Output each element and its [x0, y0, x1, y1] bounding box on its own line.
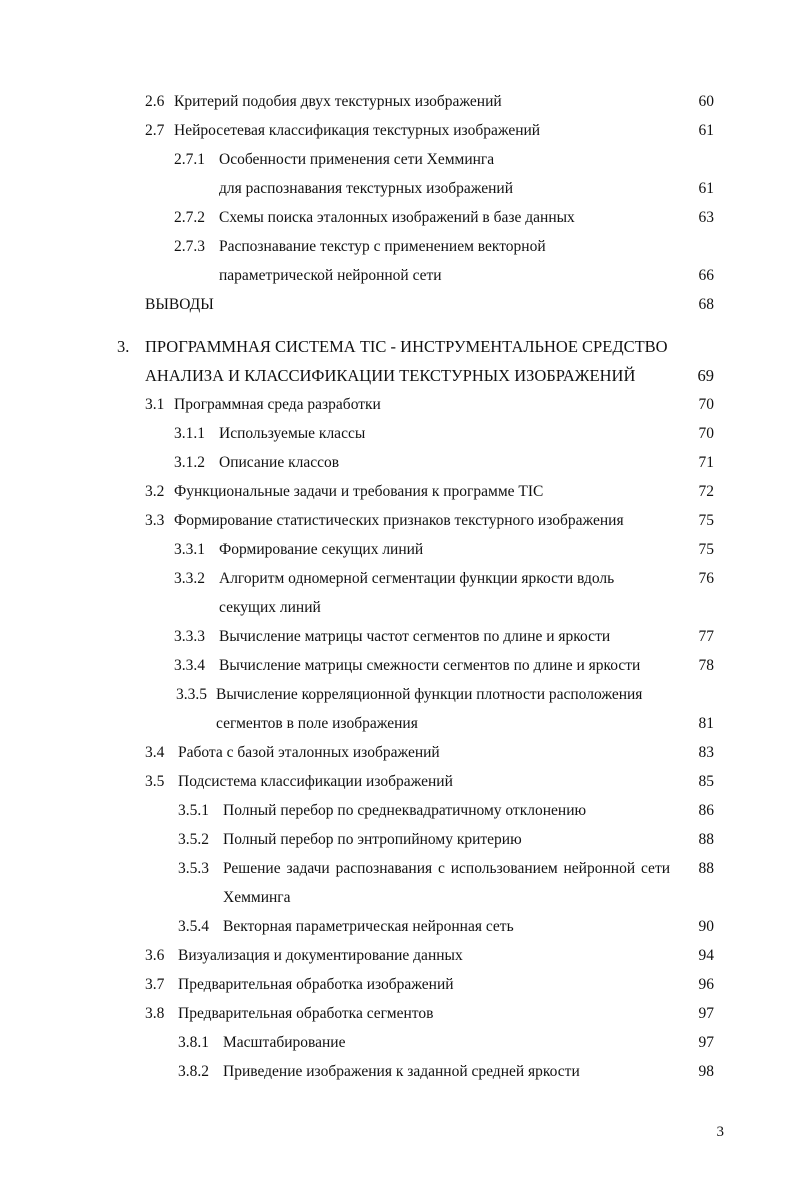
toc-title: АНАЛИЗА И КЛАССИФИКАЦИИ ТЕКСТУРНЫХ ИЗОБРАЖЕНИЙ	[145, 366, 636, 385]
toc-page: 78	[698, 657, 714, 674]
toc-page: 77	[698, 628, 714, 645]
toc-number: 3.3	[145, 512, 165, 529]
toc-page: 85	[698, 773, 714, 790]
toc-title: секущих линий	[219, 599, 321, 616]
toc-page: 96	[698, 976, 714, 993]
toc-page: 66	[698, 267, 714, 284]
toc-number: 3.4	[145, 744, 165, 761]
toc-page: 81	[698, 715, 714, 732]
toc-number: 3.3.2	[174, 570, 205, 587]
toc-number: 3.3.3	[174, 628, 205, 645]
toc-number: 3.8.1	[178, 1034, 209, 1051]
toc-page: 90	[698, 918, 714, 935]
toc-page: 88	[698, 860, 714, 877]
toc-title: Предварительная обработка сегментов	[178, 1005, 434, 1022]
toc-title: сегментов в поле изображения	[216, 715, 418, 732]
toc-title: Алгоритм одномерной сегментации функции яркости вдоль	[219, 570, 615, 587]
toc-page: 76	[698, 570, 714, 587]
toc-title: Полный перебор по среднеквадратичному отклонению	[223, 802, 587, 819]
toc-number: 2.6	[145, 93, 165, 110]
toc-number: 2.7.3	[174, 238, 205, 255]
toc-title: Решение задачи распознавания с использованием нейронной сети	[223, 860, 671, 877]
toc-title: Функциональные задачи и требования к программе TIC	[174, 483, 544, 500]
toc-title: Критерий подобия двух текстурных изображений	[174, 93, 502, 110]
toc-title: Используемые классы	[219, 425, 366, 442]
toc-number: 3.5.2	[178, 831, 209, 848]
toc-title: Работа с базой эталонных изображений	[178, 744, 440, 761]
toc-page: 94	[698, 947, 714, 964]
toc-number: 3.5.4	[178, 918, 209, 935]
toc-number: 3.8	[145, 1005, 165, 1022]
toc-title: Приведение изображения к заданной средней яркости	[223, 1063, 580, 1080]
toc-title: Особенности применения сети Хемминга	[219, 151, 495, 168]
toc-title: Нейросетевая классификация текстурных изображений	[174, 122, 541, 139]
toc-page: 75	[698, 541, 714, 558]
toc-page: 97	[698, 1005, 714, 1022]
toc-page: 68	[698, 296, 714, 313]
toc-title: Визуализация и документирование данных	[178, 947, 463, 964]
toc-page: 60	[698, 93, 714, 110]
toc-title: ПРОГРАММНАЯ СИСТЕМА TIC - ИНСТРУМЕНТАЛЬНОЕ СРЕДСТВО	[145, 337, 668, 356]
toc-page: 98	[698, 1063, 714, 1080]
toc-title: Масштабирование	[223, 1034, 346, 1051]
toc-title: Подсистема классификации изображений	[178, 773, 453, 790]
toc-title: Распознавание текстур с применением векторной	[219, 238, 546, 255]
toc-number: 3.3.1	[174, 541, 205, 558]
toc-page: 97	[698, 1034, 714, 1051]
toc-number: 3.2	[145, 483, 165, 500]
toc-number: 3.3.5	[176, 686, 207, 703]
toc-title: Вычисление матрицы частот сегментов по длине и яркости	[219, 628, 611, 645]
toc-number: 3.1.1	[174, 425, 205, 442]
toc-title: Программная среда разработки	[174, 396, 381, 413]
toc-page: 61	[698, 122, 714, 139]
toc-number: 3.5.1	[178, 802, 209, 819]
toc-title: Схемы поиска эталонных изображений в базе данных	[219, 209, 575, 226]
toc-title: Хемминга	[223, 889, 291, 906]
toc-page: 61	[698, 180, 714, 197]
toc-title: Полный перебор по энтропийному критерию	[223, 831, 522, 848]
toc-page: 69	[697, 366, 714, 385]
toc-number: 3.6	[145, 947, 165, 964]
toc-page: 75	[698, 512, 714, 529]
toc-number: 2.7	[145, 122, 165, 139]
toc-title: Формирование статистических признаков текстурного изображения	[174, 512, 624, 529]
toc-page: 70	[698, 396, 714, 413]
toc-number: 3.5	[145, 773, 165, 790]
toc-title: параметрической нейронной сети	[219, 267, 442, 284]
toc-number: 3.5.3	[178, 860, 209, 877]
toc-page: 71	[698, 454, 714, 471]
toc-title: Описание классов	[219, 454, 340, 471]
toc-number: 3.3.4	[174, 657, 205, 674]
toc-number: 3.	[117, 337, 130, 356]
toc-number: 3.1.2	[174, 454, 205, 471]
toc-title: для распознавания текстурных изображений	[219, 180, 514, 197]
toc-page: 70	[698, 425, 714, 442]
toc-page: 88	[698, 831, 714, 848]
toc-page: 86	[698, 802, 714, 819]
page-number: 3	[716, 1124, 724, 1140]
toc-number: 2.7.1	[174, 151, 205, 168]
toc-title: Вычисление корреляционной функции плотности расположения	[216, 686, 643, 703]
toc-page: 63	[698, 209, 714, 226]
toc-number: 3.1	[145, 396, 165, 413]
toc-page: 72	[698, 483, 714, 500]
toc-title: Векторная параметрическая нейронная сеть	[223, 918, 514, 935]
toc-title: Формирование секущих линий	[219, 541, 424, 558]
toc-number: 3.8.2	[178, 1063, 209, 1080]
toc-page: 83	[698, 744, 714, 761]
toc-number: 3.7	[145, 976, 165, 993]
toc-title: ВЫВОДЫ	[145, 296, 214, 313]
toc-number: 2.7.2	[174, 209, 205, 226]
toc-title: Предварительная обработка изображений	[178, 976, 454, 993]
toc-title: Вычисление матрицы смежности сегментов по длине и яркости	[219, 657, 641, 674]
